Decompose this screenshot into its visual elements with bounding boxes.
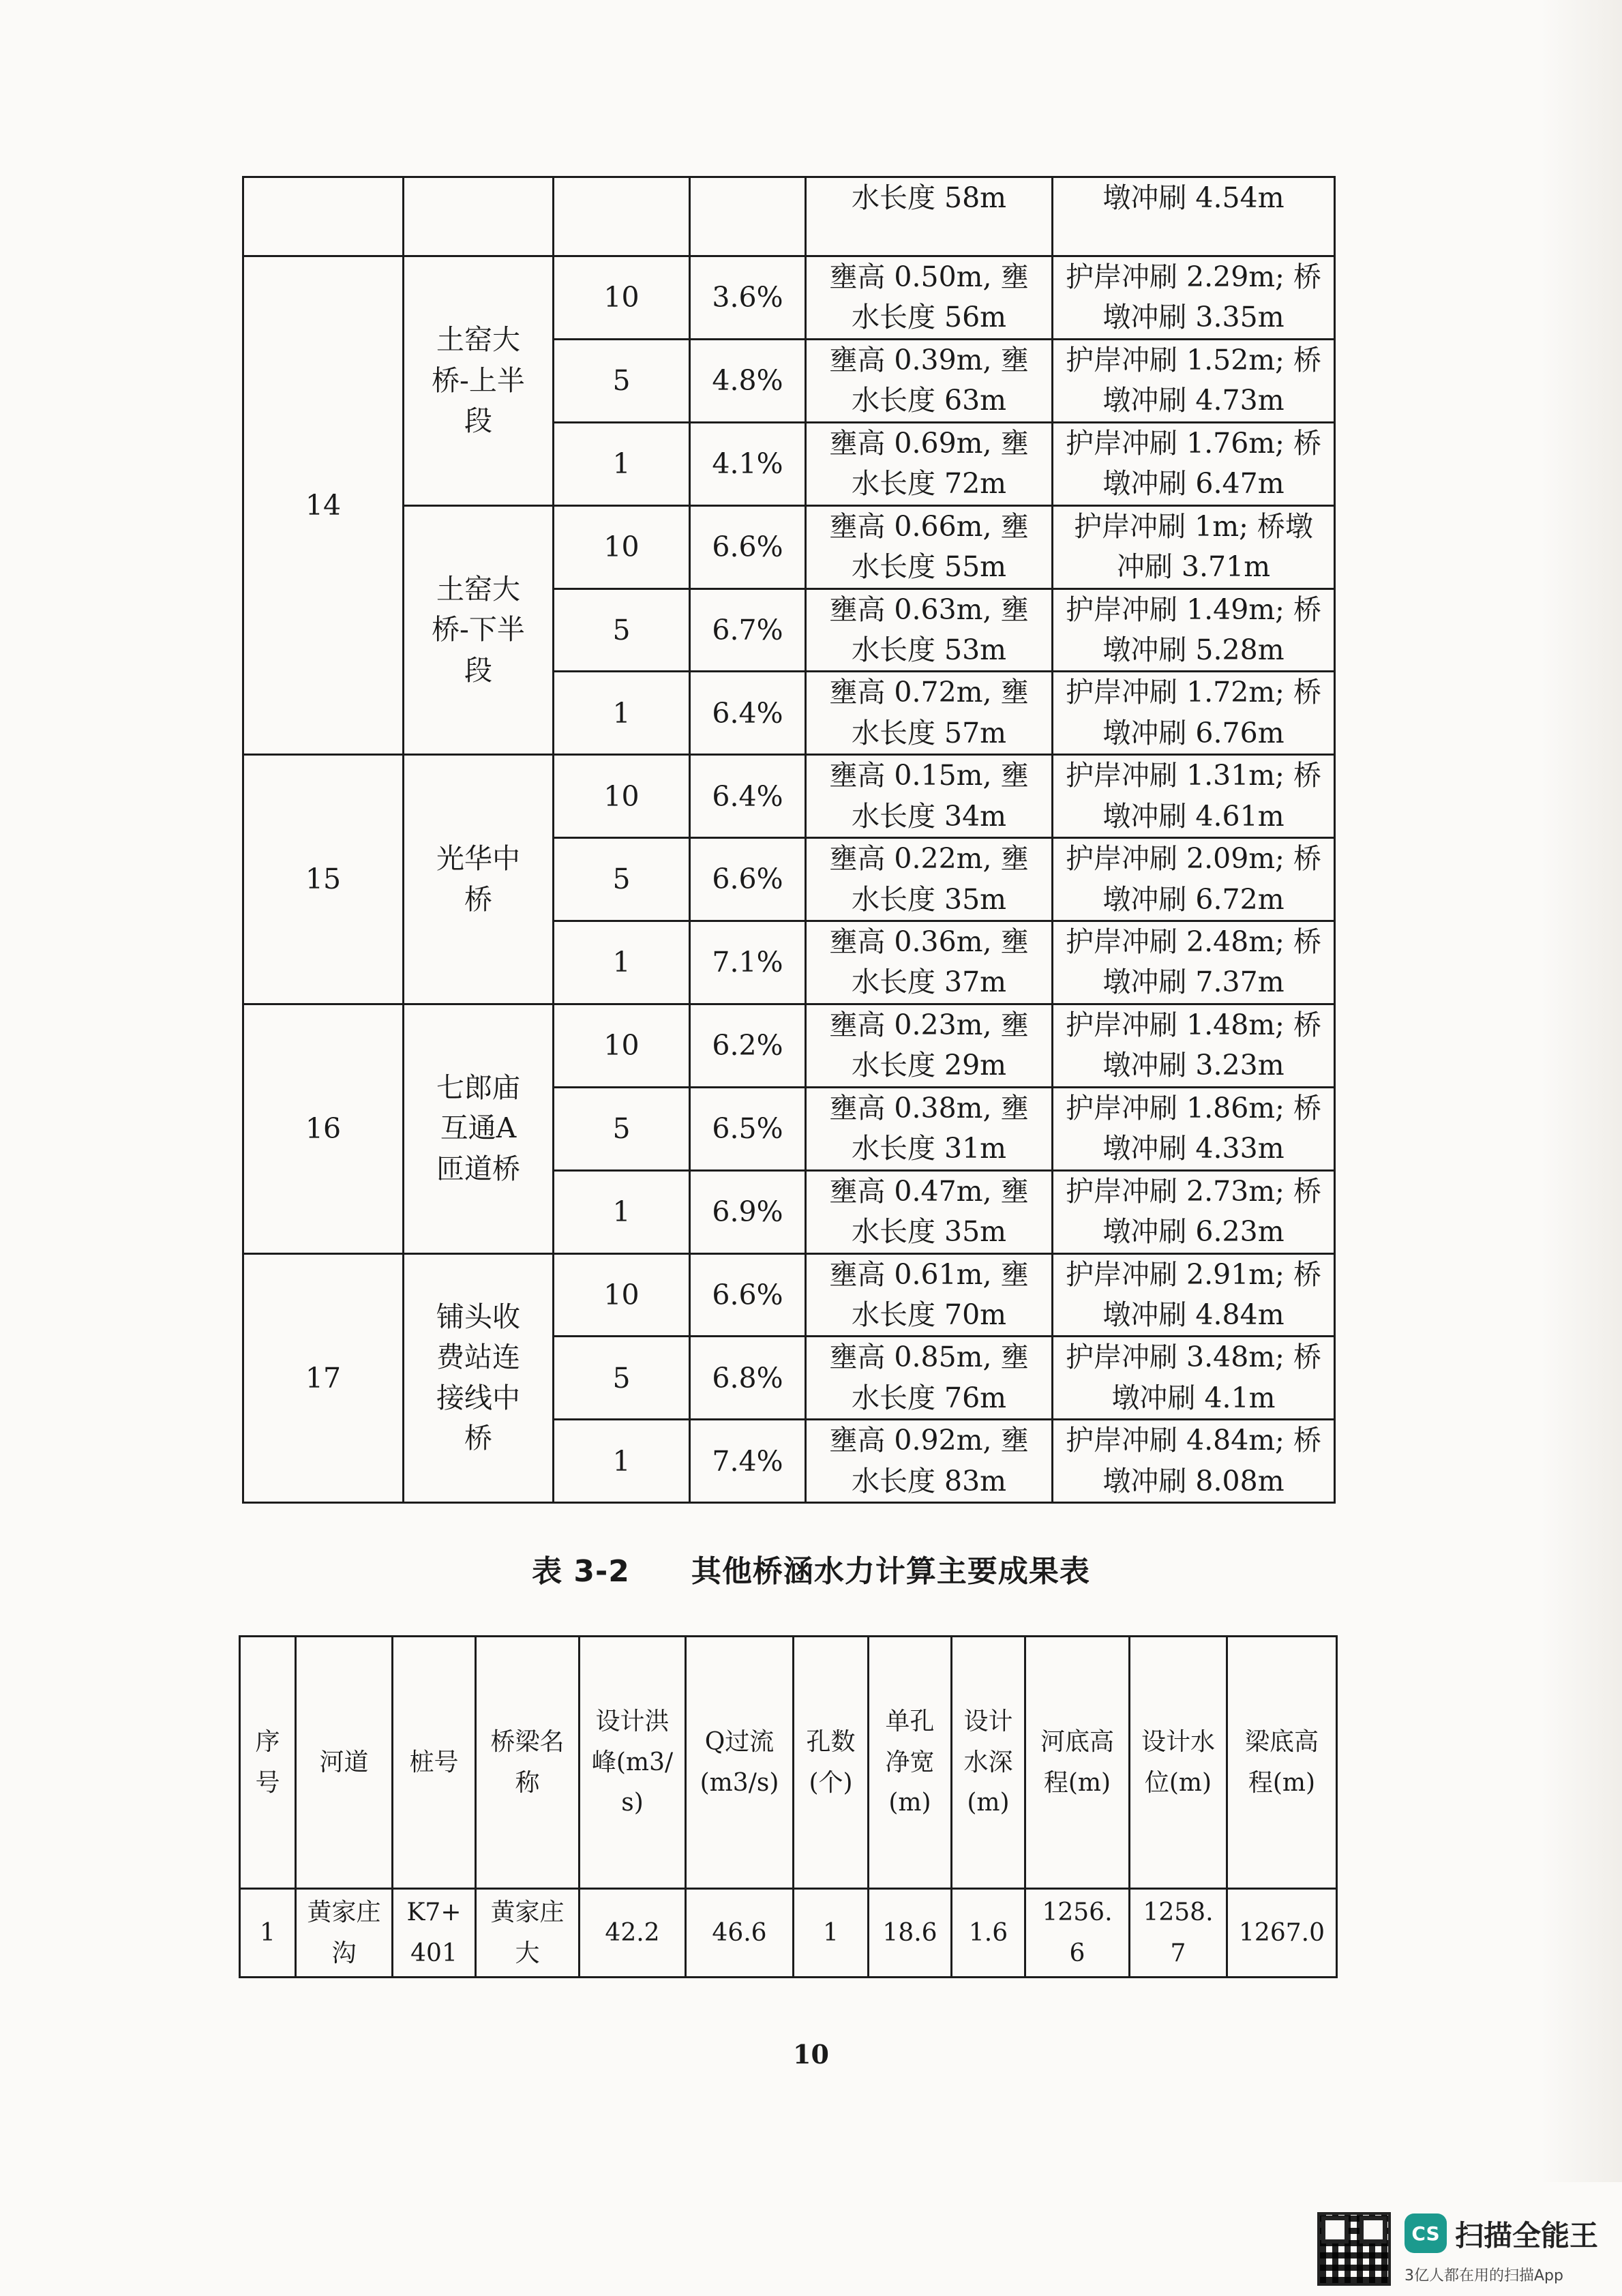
table-row: [243, 505, 1335, 588]
other-bridges-results-table: [239, 1635, 1338, 1978]
bridge-name-cell: 土窑大桥-下半段: [404, 505, 554, 755]
table-cell: 42.2: [580, 1889, 686, 1978]
scour-cell: 护岸冲刷 1.72m; 桥墩冲刷 6.76m: [1053, 672, 1335, 755]
backwater-cell: 壅高 0.22m, 壅水长度 35m: [806, 838, 1053, 921]
return-period-cell: 1: [554, 672, 690, 755]
percentage-cell: 7.4%: [690, 1420, 806, 1503]
backwater-cell: 壅高 0.72m, 壅水长度 57m: [806, 672, 1053, 755]
backwater-cell: 水长度 58m: [806, 177, 1053, 256]
scour-cell: 护岸冲刷 2.73m; 桥墩冲刷 6.23m: [1053, 1170, 1335, 1253]
table-cell: 1258.7: [1130, 1889, 1227, 1978]
brand-tagline: 3亿人都在用的扫描App: [1405, 2267, 1563, 2284]
scour-cell: 护岸冲刷 2.09m; 桥墩冲刷 6.72m: [1053, 838, 1335, 921]
return-period-cell: 10: [554, 1004, 690, 1087]
scour-cell: 护岸冲刷 1.48m; 桥墩冲刷 3.23m: [1053, 1004, 1335, 1087]
empty-cell: [690, 177, 806, 256]
percentage-cell: 4.1%: [690, 422, 806, 505]
return-period-cell: 10: [554, 256, 690, 340]
empty-cell: [243, 177, 404, 256]
backwater-cell: 壅高 0.63m, 壅水长度 53m: [806, 588, 1053, 672]
backwater-cell: 壅高 0.50m, 壅水长度 56m: [806, 256, 1053, 340]
table-row-continued: [243, 177, 1335, 256]
group-number-cell: 16: [243, 1004, 404, 1253]
percentage-cell: 7.1%: [690, 921, 806, 1004]
empty-cell: [554, 177, 690, 256]
return-period-cell: 1: [554, 422, 690, 505]
table-caption-number: 表 3-2: [532, 1554, 630, 1589]
scour-cell: 护岸冲刷 2.29m; 桥墩冲刷 3.35m: [1053, 256, 1335, 340]
percentage-cell: 6.2%: [690, 1004, 806, 1087]
backwater-cell: 壅高 0.39m, 壅水长度 63m: [806, 339, 1053, 422]
scour-cell: 护岸冲刷 1.52m; 桥墩冲刷 4.73m: [1053, 339, 1335, 422]
percentage-cell: 6.5%: [690, 1087, 806, 1170]
table-caption: [0, 1547, 1622, 1590]
table-cell: 黄家庄大: [476, 1889, 580, 1978]
column-header: 单孔净宽(m): [869, 1637, 952, 1889]
percentage-cell: 6.9%: [690, 1170, 806, 1253]
table-row: [243, 1004, 1335, 1087]
percentage-cell: 6.6%: [690, 505, 806, 588]
group-number-cell: 15: [243, 755, 404, 1004]
backwater-cell: 壅高 0.69m, 壅水长度 72m: [806, 422, 1053, 505]
backwater-cell: 壅高 0.92m, 壅水长度 83m: [806, 1420, 1053, 1503]
column-header: 设计洪峰(m3/s): [580, 1637, 686, 1889]
bridge-name-cell: 光华中桥: [404, 755, 554, 1004]
backwater-cell: 壅高 0.61m, 壅水长度 70m: [806, 1253, 1053, 1337]
column-header: 河底高程(m): [1025, 1637, 1130, 1889]
bridge-name-cell: 七郎庙互通A匝道桥: [404, 1004, 554, 1253]
bridge-name-cell: 铺头收费站连接线中桥: [404, 1253, 554, 1503]
scour-cell: 护岸冲刷 3.48m; 桥墩冲刷 4.1m: [1053, 1337, 1335, 1420]
column-header: Q过流(m3/s): [686, 1637, 794, 1889]
backwater-cell: 壅高 0.85m, 壅水长度 76m: [806, 1337, 1053, 1420]
bridge-hydraulics-table: [242, 176, 1336, 1504]
percentage-cell: 6.4%: [690, 755, 806, 838]
scanner-watermark: [1317, 2209, 1617, 2291]
column-header: 梁底高程(m): [1227, 1637, 1337, 1889]
column-header: 设计水深(m): [952, 1637, 1025, 1889]
table-cell: K7+401: [393, 1889, 476, 1978]
table-row: [240, 1889, 1337, 1978]
table-cell: 18.6: [869, 1889, 952, 1978]
scour-cell: 护岸冲刷 1.86m; 桥墩冲刷 4.33m: [1053, 1087, 1335, 1170]
table-cell: 1: [794, 1889, 869, 1978]
percentage-cell: 3.6%: [690, 256, 806, 340]
return-period-cell: 5: [554, 588, 690, 672]
bridge-name-cell: 土窑大桥-上半段: [404, 256, 554, 506]
table-cell: 46.6: [686, 1889, 794, 1978]
return-period-cell: 10: [554, 505, 690, 588]
brand-name: 扫描全能王: [1455, 2219, 1599, 2252]
table-cell: 黄家庄沟: [296, 1889, 393, 1978]
percentage-cell: 4.8%: [690, 339, 806, 422]
return-period-cell: 5: [554, 339, 690, 422]
table-row: [243, 755, 1335, 838]
backwater-cell: 壅高 0.36m, 壅水长度 37m: [806, 921, 1053, 1004]
return-period-cell: 1: [554, 1420, 690, 1503]
scour-cell: 护岸冲刷 2.48m; 桥墩冲刷 7.37m: [1053, 921, 1335, 1004]
scour-cell: 墩冲刷 4.54m: [1053, 177, 1335, 256]
column-header: 桩号: [393, 1637, 476, 1889]
column-header: 桥梁名称: [476, 1637, 580, 1889]
table-cell: 1: [240, 1889, 296, 1978]
scour-cell: 护岸冲刷 1m; 桥墩冲刷 3.71m: [1053, 505, 1335, 588]
table-row: [243, 256, 1335, 340]
return-period-cell: 5: [554, 1337, 690, 1420]
return-period-cell: 1: [554, 921, 690, 1004]
percentage-cell: 6.6%: [690, 838, 806, 921]
table-cell: 1267.0: [1227, 1889, 1337, 1978]
return-period-cell: 10: [554, 1253, 690, 1337]
scour-cell: 护岸冲刷 1.31m; 桥墩冲刷 4.61m: [1053, 755, 1335, 838]
group-number-cell: 17: [243, 1253, 404, 1503]
column-header: 孔数(个): [794, 1637, 869, 1889]
qr-code-icon: [1317, 2212, 1391, 2286]
backwater-cell: 壅高 0.66m, 壅水长度 55m: [806, 505, 1053, 588]
percentage-cell: 6.4%: [690, 672, 806, 755]
backwater-cell: 壅高 0.38m, 壅水长度 31m: [806, 1087, 1053, 1170]
scan-edge-shadow: [1540, 0, 1622, 2182]
backwater-cell: 壅高 0.15m, 壅水长度 34m: [806, 755, 1053, 838]
scour-cell: 护岸冲刷 1.49m; 桥墩冲刷 5.28m: [1053, 588, 1335, 672]
return-period-cell: 5: [554, 1087, 690, 1170]
return-period-cell: 1: [554, 1170, 690, 1253]
backwater-cell: 壅高 0.23m, 壅水长度 29m: [806, 1004, 1053, 1087]
backwater-cell: 壅高 0.47m, 壅水长度 35m: [806, 1170, 1053, 1253]
column-header: 设计水位(m): [1130, 1637, 1227, 1889]
camscanner-logo-icon: CS: [1405, 2213, 1447, 2253]
column-header: 序号: [240, 1637, 296, 1889]
percentage-cell: 6.8%: [690, 1337, 806, 1420]
column-header: 河道: [296, 1637, 393, 1889]
table-caption-title: 其他桥涵水力计算主要成果表: [691, 1554, 1090, 1589]
percentage-cell: 6.7%: [690, 588, 806, 672]
group-number-cell: 14: [243, 256, 404, 755]
empty-cell: [404, 177, 554, 256]
scour-cell: 护岸冲刷 4.84m; 桥墩冲刷 8.08m: [1053, 1420, 1335, 1503]
page-number: 10: [793, 2039, 829, 2070]
percentage-cell: 6.6%: [690, 1253, 806, 1337]
table-cell: 1256.6: [1025, 1889, 1130, 1978]
return-period-cell: 10: [554, 755, 690, 838]
return-period-cell: 5: [554, 838, 690, 921]
scour-cell: 护岸冲刷 1.76m; 桥墩冲刷 6.47m: [1053, 422, 1335, 505]
scour-cell: 护岸冲刷 2.91m; 桥墩冲刷 4.84m: [1053, 1253, 1335, 1337]
table-row: [243, 1253, 1335, 1337]
table-cell: 1.6: [952, 1889, 1025, 1978]
